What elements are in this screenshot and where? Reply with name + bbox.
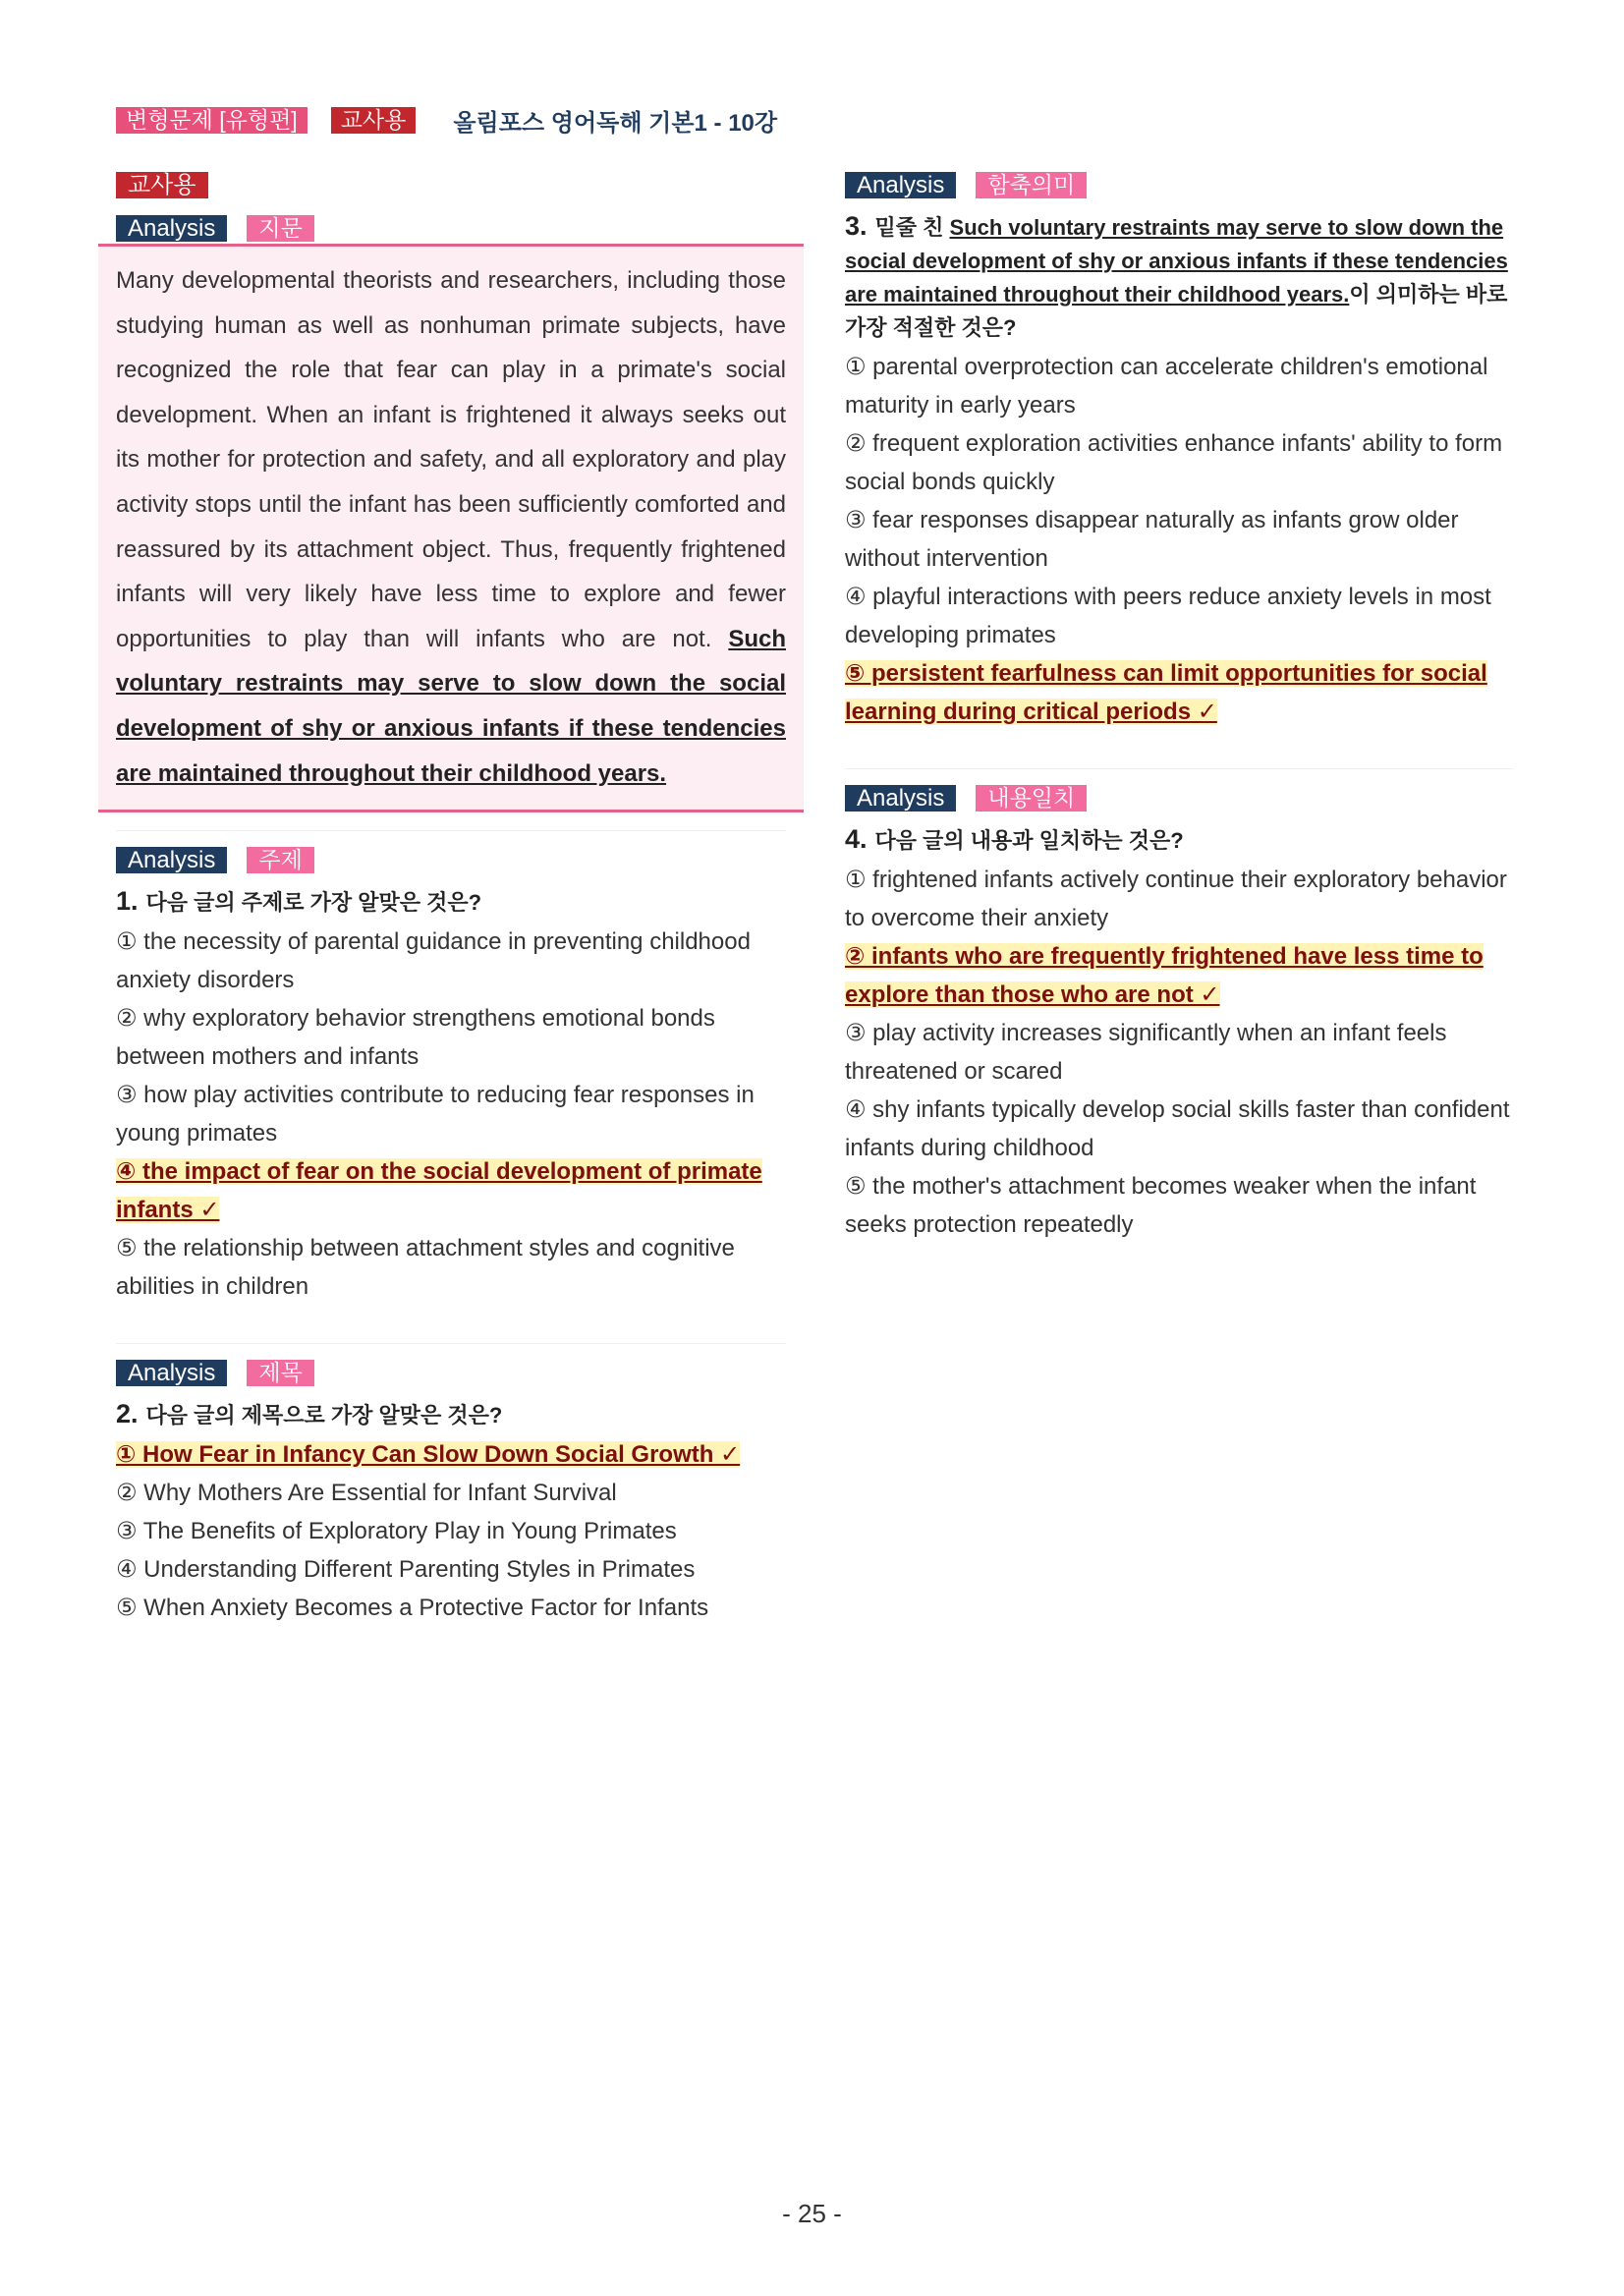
question-number: 1.	[116, 886, 139, 917]
passage-underlined-sentence: Such voluntary restraints may serve to slow down the social development of shy or anxious infants if these tendencies are maintained throughout their childhood years.	[116, 625, 787, 787]
question-prompt-suffix: 이 의미하는 바로 가장 적절한 것은?	[845, 282, 1508, 340]
option-4: ④ Understanding Different Parenting Styles in Primates	[116, 1556, 696, 1584]
option-5	[845, 654, 1513, 731]
page-number: - 25 -	[782, 2199, 842, 2228]
option-3: ③ how play activities contribute to reducing fear responses in young primates	[116, 1082, 755, 1148]
teacher-tag-row	[116, 172, 786, 198]
section-tag-title: 제목	[247, 1360, 313, 1386]
option-1: ① frightened infants actively continue their exploratory behavior to overcome their anxiety	[845, 867, 1507, 931]
option-5: ⑤ When Anxiety Becomes a Protective Factor for Infants	[116, 1595, 709, 1622]
page-title: 올림포스 영어독해 기본1 - 10강	[453, 109, 778, 137]
option-1	[116, 1435, 789, 1474]
option-1: ① the necessity of parental guidance in preventing childhood anxiety disorders	[116, 928, 751, 994]
q1-tag-row	[116, 847, 786, 873]
q4-tag-row	[845, 785, 1513, 812]
option-4: ④ playful interactions with peers reduce anxiety levels in most developing primates	[845, 584, 1491, 648]
left-column	[116, 172, 786, 1627]
correct-answer-highlight: ④ the impact of fear on the social development of primate infants ✓	[116, 1158, 762, 1224]
question-number: 4.	[845, 824, 868, 854]
option-3: ③ The Benefits of Exploratory Play in Young Primates	[116, 1518, 677, 1545]
question-2-heading	[116, 1397, 786, 1432]
question-2-options	[116, 1435, 789, 1627]
teacher-tag: 교사용	[116, 172, 208, 198]
analysis-tag: Analysis	[116, 1360, 227, 1386]
option-3: ③ play activity increases significantly when an infant feels threatened or scared	[845, 1020, 1447, 1085]
right-column	[845, 172, 1513, 1244]
analysis-tag: Analysis	[845, 785, 956, 812]
option-4	[116, 1152, 789, 1229]
page-header	[116, 106, 778, 137]
question-3-heading	[845, 209, 1513, 345]
question-prompt-prefix: 밑줄 친	[874, 215, 950, 240]
question-prompt: 다음 글의 내용과 일치하는 것은?	[874, 828, 1184, 853]
analysis-tag: Analysis	[845, 172, 956, 198]
analysis-tag: Analysis	[116, 847, 227, 873]
correct-answer-highlight: ② infants who are frequently frightened have less time to explore than those who are not ✓	[845, 943, 1484, 1008]
option-2: ② why exploratory behavior strengthens emotional bonds between mothers and infants	[116, 1005, 715, 1071]
section-divider	[116, 1343, 786, 1344]
passage-box	[98, 244, 804, 812]
question-1-heading	[116, 884, 786, 920]
passage-tag-row	[116, 215, 786, 242]
question-prompt: 다음 글의 제목으로 가장 알맞은 것은?	[145, 1403, 503, 1428]
passage-body: Many developmental theorists and researchers, including those studying human as well as nonhuman primate subjects, have recognized the role that fear can play in a primate's social development. When an infant is frightened it always seeks out its mother for protection and safety, and all exploratory and play activity stops until the infant has been sufficiently comforted and reassured by its attachment object. Thus, frequently frightened infants will very likely have less time to explore and fewer opportunities to play than will infants who are not.	[116, 267, 786, 652]
option-5: ⑤ the relationship between attachment styles and cognitive abilities in children	[116, 1235, 735, 1301]
analysis-tag: Analysis	[116, 215, 227, 242]
correct-answer-highlight: ① How Fear in Infancy Can Slow Down Social Growth ✓	[116, 1441, 741, 1469]
question-prompt: 다음 글의 주제로 가장 알맞은 것은?	[145, 890, 482, 916]
section-tag-passage: 지문	[247, 215, 313, 242]
question-underlined-quote: Such voluntary restraints may serve to slow down the social development of shy or anxious infants if these tendencies are maintained throughout their childhood years.	[845, 215, 1508, 307]
option-4: ④ shy infants typically develop social skills faster than confident infants during childhood	[845, 1096, 1510, 1161]
teacher-edition-tag: 교사용	[331, 107, 417, 134]
section-tag-topic: 주제	[247, 847, 313, 873]
section-tag-content-match: 내용일치	[976, 785, 1087, 812]
question-number: 2.	[116, 1399, 139, 1429]
question-type-tag: 변형문제 [유형편]	[116, 107, 308, 134]
question-number: 3.	[845, 211, 868, 241]
section-divider	[116, 830, 786, 831]
passage-text	[116, 258, 786, 796]
question-4-heading	[845, 822, 1513, 858]
option-2: ② Why Mothers Are Essential for Infant Survival	[116, 1480, 617, 1507]
section-tag-implication: 함축의미	[976, 172, 1087, 198]
question-3-options	[845, 348, 1513, 731]
question-1-options	[116, 923, 789, 1306]
option-2	[845, 937, 1513, 1014]
option-1: ① parental overprotection can accelerate children's emotional maturity in early years	[845, 354, 1488, 419]
q2-tag-row	[116, 1360, 786, 1386]
section-divider	[845, 768, 1513, 769]
correct-answer-highlight: ⑤ persistent fearfulness can limit opportunities for social learning during critical periods ✓	[845, 660, 1487, 725]
option-5: ⑤ the mother's attachment becomes weaker when the infant seeks protection repeatedly	[845, 1173, 1477, 1238]
q3-tag-row	[845, 172, 1513, 198]
option-2: ② frequent exploration activities enhance infants' ability to form social bonds quickly	[845, 430, 1503, 495]
option-3: ③ fear responses disappear naturally as infants grow older without intervention	[845, 507, 1459, 572]
question-4-options	[845, 861, 1513, 1244]
